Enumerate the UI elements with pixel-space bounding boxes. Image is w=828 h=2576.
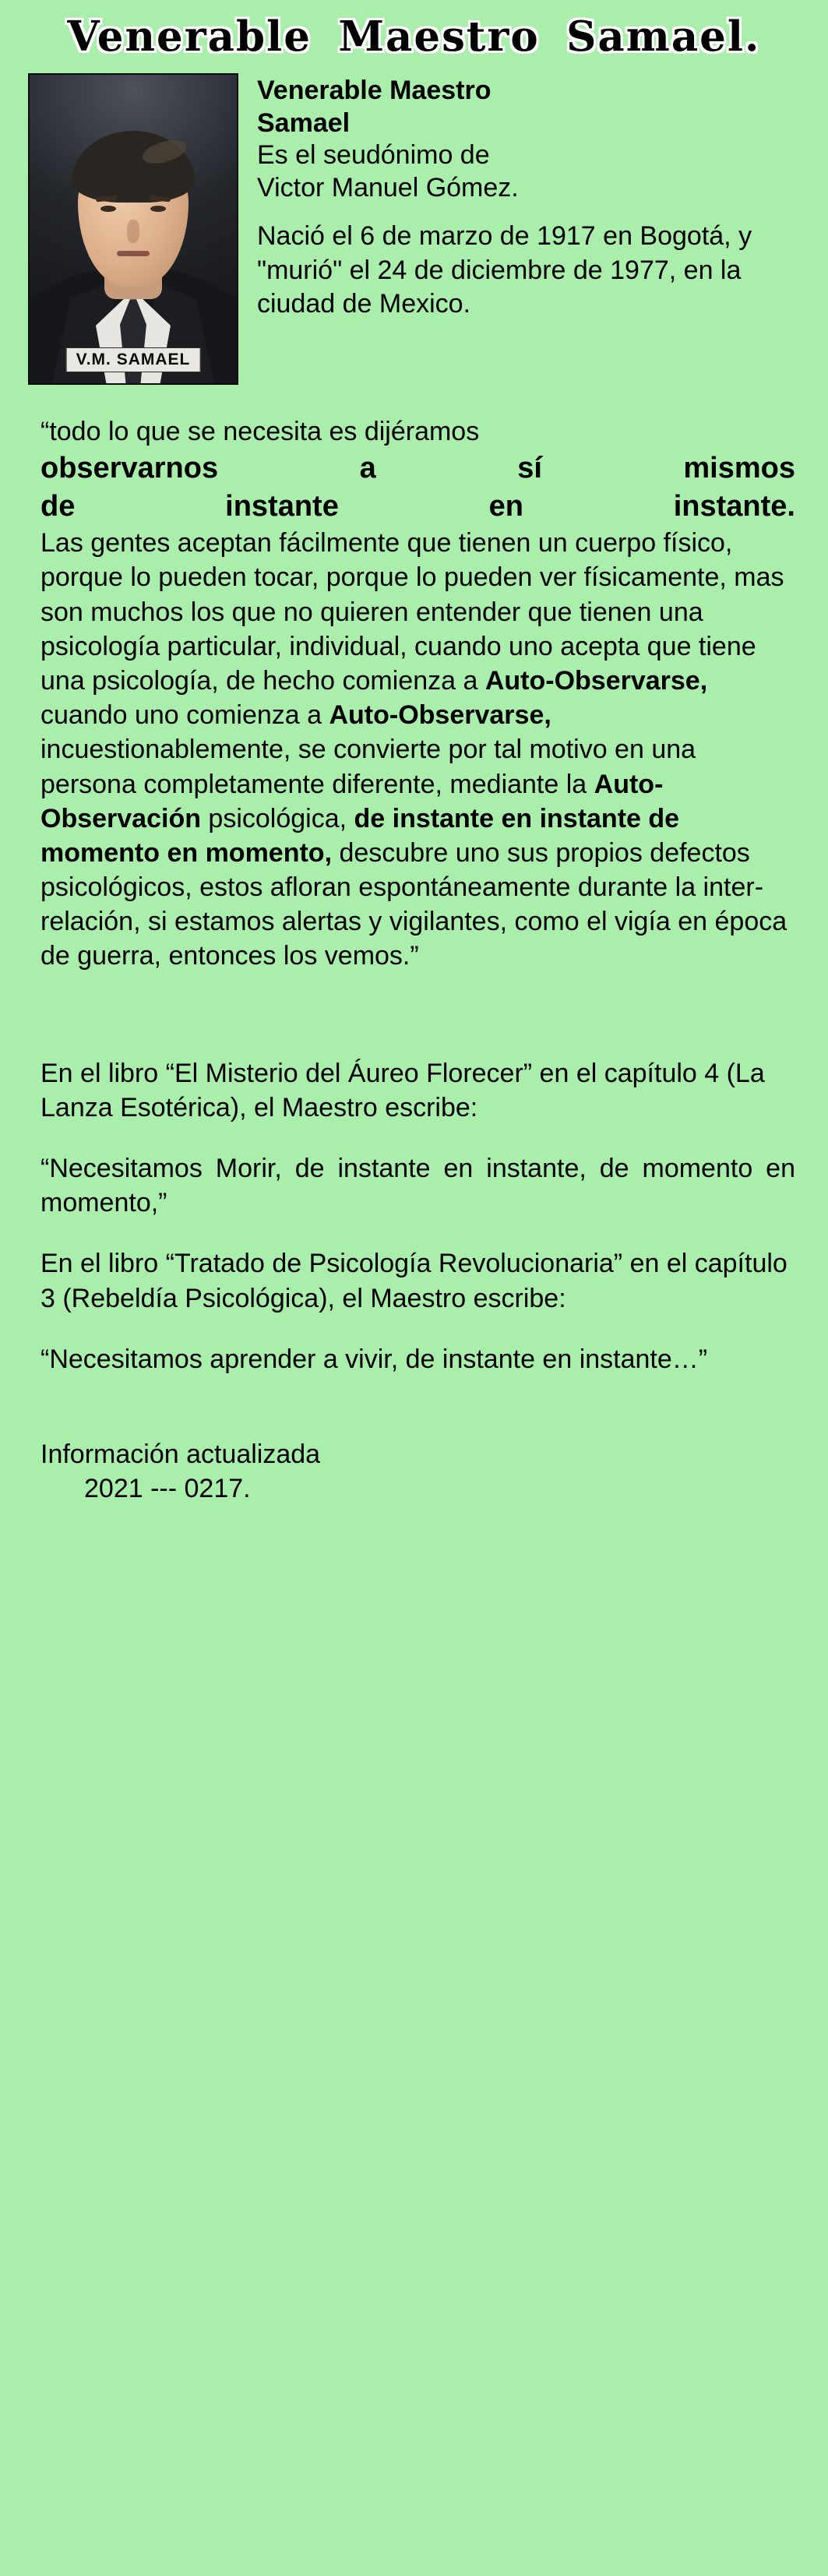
quote-emphasis-line2: de instante en instante. <box>41 489 795 523</box>
quote-body-part4: psicológica, <box>200 803 354 833</box>
body-section <box>0 414 828 1537</box>
portrait-photo-icon <box>28 73 238 385</box>
footer-line-1: Información actualizada <box>41 1439 321 1469</box>
quote-bold-4: de instante en instante de momento en momento, <box>41 803 680 868</box>
quote-opening-line: “todo lo que se necesita es dijéramos <box>41 417 480 447</box>
page-title: Venerable Maestro Samael. <box>67 12 761 61</box>
quote-emphasis-line1: observarnos a sí mismos <box>41 452 795 485</box>
quote-body-part1: Las gentes aceptan fácilmente que tienen un cuerpo físico, porque lo pueden tocar, porque lo pueden ver físicamente, mas son muchos los que no quieren entender que tienen una psicología particular, individual, cuando uno acepta que tiene una psicología, de hecho comienza a <box>41 528 784 696</box>
subject-alias-line2: Victor Manuel Gómez. <box>257 172 519 203</box>
spacer <box>41 974 795 1030</box>
photo-nose <box>127 220 139 243</box>
footer-info <box>41 1437 795 1537</box>
intro-section <box>0 67 828 385</box>
subject-name-line2: Samael <box>257 107 351 138</box>
footer-line-2: 2021 --- 0217. <box>84 1474 251 1504</box>
reference-2-intro: En el libro “Tratado de Psicología Revolucionaria” en el capítulo 3 (Rebeldía Psicológica), el Maestro escribe: <box>41 1249 787 1313</box>
quote-bold-1: Auto-Observarse, <box>484 665 708 696</box>
photo-caption: V.M. SAMAEL <box>66 347 201 372</box>
subject-alias-line1: Es el seudónimo de <box>257 140 490 171</box>
subject-name-line1: Venerable Maestro <box>257 76 492 106</box>
quote-bold-3: Auto-Observación <box>41 769 664 833</box>
quote-bold-2: Auto-Observarse, <box>329 700 551 731</box>
title-bar <box>0 0 828 67</box>
quote-body-part2: cuando uno comienza a <box>41 700 329 731</box>
intro-text <box>257 73 800 321</box>
quote-body-part3: incuestionablemente, se convierte por tal motivo en una persona completamente diferente, mediante la <box>41 735 696 799</box>
quote-body <box>41 526 795 973</box>
photo-mouth <box>117 251 150 256</box>
reference-1-intro: En el libro “El Misterio del Áureo Florecer” en el capítulo 4 (La Lanza Esotérica), el Maestro escribe: <box>41 1058 765 1122</box>
subject-biography: Nació el 6 de marzo de 1917 en Bogotá, y "murió" el 24 de diciembre de 1977, en la ciudad de Mexico. <box>257 221 752 319</box>
photo-wrapper <box>28 73 238 385</box>
reference-1-quote: “Necesitamos Morir, de instante en instante, de momento en momento,” <box>41 1154 795 1218</box>
reference-2-quote: “Necesitamos aprender a vivir, de instante en instante…” <box>41 1344 708 1374</box>
quote-body-part5: descubre uno sus propios defectos psicológicos, estos afloran espontáneamente durante la inter-relación, si estamos alertas y vigilantes, como el vigía en época de guerra, entonces los vemos.” <box>41 837 787 971</box>
